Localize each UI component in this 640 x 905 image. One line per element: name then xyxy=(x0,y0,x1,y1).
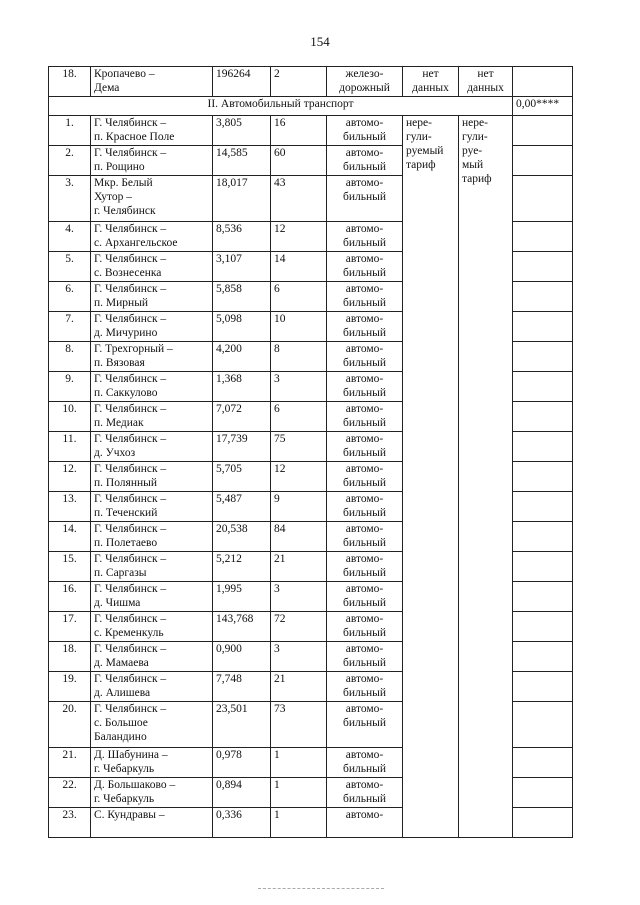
row-number: 5. xyxy=(49,252,91,282)
route-cell: Г. Челябинск – п. Полянный xyxy=(91,462,213,492)
length-cell: 23,501 xyxy=(213,702,271,748)
col8-cell xyxy=(513,522,573,552)
trips-cell: 2 xyxy=(271,67,327,97)
tariff-col6-cell: нере- гули- руемый тариф xyxy=(403,116,459,838)
trips-cell: 72 xyxy=(271,612,327,642)
row-number: 3. xyxy=(49,176,91,222)
route-cell: Г. Челябинск – д. Мичурино xyxy=(91,312,213,342)
route-cell: Кропачево – Дема xyxy=(91,67,213,97)
length-cell: 0,900 xyxy=(213,642,271,672)
bottom-divider xyxy=(258,888,384,889)
col8-cell xyxy=(513,252,573,282)
transport-cell: автомо- бильный xyxy=(327,582,403,612)
length-cell: 14,585 xyxy=(213,146,271,176)
trips-cell: 12 xyxy=(271,222,327,252)
route-cell: Г. Челябинск – п. Медиак xyxy=(91,402,213,432)
transport-cell: автомо- бильный xyxy=(327,252,403,282)
col8-cell xyxy=(513,282,573,312)
route-cell: Г. Челябинск – п. Теченский xyxy=(91,492,213,522)
transport-cell: автомо- бильный xyxy=(327,146,403,176)
col8-cell xyxy=(513,67,573,97)
row-number: 22. xyxy=(49,778,91,808)
col8-cell xyxy=(513,778,573,808)
col8-cell xyxy=(513,642,573,672)
row-number: 14. xyxy=(49,522,91,552)
row-number: 21. xyxy=(49,748,91,778)
row-number: 4. xyxy=(49,222,91,252)
transport-cell: автомо- бильный xyxy=(327,432,403,462)
route-cell: Г. Челябинск – п. Саргазы xyxy=(91,552,213,582)
col8-cell xyxy=(513,372,573,402)
route-cell: Г. Трехгорный – п. Вязовая xyxy=(91,342,213,372)
trips-cell: 43 xyxy=(271,176,327,222)
trips-cell: 1 xyxy=(271,808,327,838)
row-number: 9. xyxy=(49,372,91,402)
transport-cell: автомо- бильный xyxy=(327,672,403,702)
row-number: 16. xyxy=(49,582,91,612)
length-cell: 0,978 xyxy=(213,748,271,778)
col8-cell xyxy=(513,582,573,612)
col8-cell xyxy=(513,748,573,778)
col8-cell xyxy=(513,672,573,702)
row-number: 18. xyxy=(49,642,91,672)
row-number: 11. xyxy=(49,432,91,462)
length-cell: 3,107 xyxy=(213,252,271,282)
length-cell: 8,536 xyxy=(213,222,271,252)
trips-cell: 6 xyxy=(271,282,327,312)
length-cell: 7,748 xyxy=(213,672,271,702)
route-cell: Г. Челябинск – п. Саккулово xyxy=(91,372,213,402)
length-cell: 5,858 xyxy=(213,282,271,312)
trips-cell: 21 xyxy=(271,552,327,582)
col8-cell xyxy=(513,222,573,252)
length-cell: 1,995 xyxy=(213,582,271,612)
transport-cell: автомо- xyxy=(327,808,403,838)
length-cell: 196264 xyxy=(213,67,271,97)
row-number: 20. xyxy=(49,702,91,748)
trips-cell: 75 xyxy=(271,432,327,462)
transport-cell: автомо- бильный xyxy=(327,522,403,552)
route-cell: Г. Челябинск – д. Мамаева xyxy=(91,642,213,672)
trips-cell: 21 xyxy=(271,672,327,702)
trips-cell: 73 xyxy=(271,702,327,748)
row-number: 18. xyxy=(49,67,91,97)
row-number: 12. xyxy=(49,462,91,492)
transport-cell: автомо- бильный xyxy=(327,612,403,642)
trips-cell: 10 xyxy=(271,312,327,342)
route-cell: Г. Челябинск – д. Чишма xyxy=(91,582,213,612)
trips-cell: 84 xyxy=(271,522,327,552)
length-cell: 18,017 xyxy=(213,176,271,222)
route-cell: Г. Челябинск – с. Кременкуль xyxy=(91,612,213,642)
col8-cell xyxy=(513,492,573,522)
col6-cell: нет данных xyxy=(403,67,459,97)
col8-cell xyxy=(513,432,573,462)
row-number: 1. xyxy=(49,116,91,146)
trips-cell: 1 xyxy=(271,778,327,808)
trips-cell: 60 xyxy=(271,146,327,176)
transport-cell: автомо- бильный xyxy=(327,702,403,748)
transport-cell: автомо- бильный xyxy=(327,492,403,522)
routes-table xyxy=(48,66,573,838)
row-number: 19. xyxy=(49,672,91,702)
col8-cell xyxy=(513,146,573,176)
row-number: 23. xyxy=(49,808,91,838)
page-number: 154 xyxy=(310,34,330,49)
length-cell: 5,098 xyxy=(213,312,271,342)
transport-cell: автомо- бильный xyxy=(327,642,403,672)
row-number: 8. xyxy=(49,342,91,372)
transport-cell: автомо- бильный xyxy=(327,462,403,492)
trips-cell: 14 xyxy=(271,252,327,282)
length-cell: 1,368 xyxy=(213,372,271,402)
route-cell: Г. Челябинск – с. Большое Баландино xyxy=(91,702,213,748)
route-cell: Г. Челябинск – п. Красное Поле xyxy=(91,116,213,146)
col8-cell xyxy=(513,176,573,222)
row-number: 17. xyxy=(49,612,91,642)
route-cell: Г. Челябинск – п. Рощино xyxy=(91,146,213,176)
route-cell: Д. Большаково – г. Чебаркуль xyxy=(91,778,213,808)
route-cell: Д. Шабунина – г. Чебаркуль xyxy=(91,748,213,778)
length-cell: 7,072 xyxy=(213,402,271,432)
route-cell: Г. Челябинск – д. Алишева xyxy=(91,672,213,702)
trips-cell: 3 xyxy=(271,372,327,402)
col8-cell xyxy=(513,702,573,748)
route-cell: Г. Челябинск – д. Учхоз xyxy=(91,432,213,462)
route-cell: С. Кундравы – xyxy=(91,808,213,838)
row-number: 10. xyxy=(49,402,91,432)
transport-cell: автомо- бильный xyxy=(327,402,403,432)
transport-cell: автомо- бильный xyxy=(327,282,403,312)
length-cell: 143,768 xyxy=(213,612,271,642)
route-cell: Г. Челябинск – п. Мирный xyxy=(91,282,213,312)
section-row xyxy=(49,97,573,116)
route-cell: Г. Челябинск – п. Полетаево xyxy=(91,522,213,552)
row-number: 13. xyxy=(49,492,91,522)
transport-cell: автомо- бильный xyxy=(327,778,403,808)
transport-cell: автомо- бильный xyxy=(327,176,403,222)
trips-cell: 1 xyxy=(271,748,327,778)
col8-cell xyxy=(513,462,573,492)
length-cell: 17,739 xyxy=(213,432,271,462)
section-title: II. Автомобильный транспорт xyxy=(49,97,513,116)
transport-cell: автомо- бильный xyxy=(327,312,403,342)
col7-cell: нет данных xyxy=(459,67,513,97)
trips-cell: 12 xyxy=(271,462,327,492)
col8-cell xyxy=(513,116,573,146)
transport-cell: автомо- бильный xyxy=(327,116,403,146)
trips-cell: 16 xyxy=(271,116,327,146)
row-number: 2. xyxy=(49,146,91,176)
tariff-col7-cell: нере- гули- руе- мый тариф xyxy=(459,116,513,838)
trips-cell: 3 xyxy=(271,642,327,672)
table-row-top xyxy=(49,67,573,97)
trips-cell: 6 xyxy=(271,402,327,432)
trips-cell: 3 xyxy=(271,582,327,612)
length-cell: 5,487 xyxy=(213,492,271,522)
transport-cell: автомо- бильный xyxy=(327,222,403,252)
length-cell: 5,212 xyxy=(213,552,271,582)
trips-cell: 9 xyxy=(271,492,327,522)
trips-cell: 8 xyxy=(271,342,327,372)
row-number: 15. xyxy=(49,552,91,582)
row-number: 7. xyxy=(49,312,91,342)
col8-cell xyxy=(513,312,573,342)
length-cell: 4,200 xyxy=(213,342,271,372)
route-cell: Г. Челябинск – с. Архангельское xyxy=(91,222,213,252)
route-cell: Мкр. Белый Хутор – г. Челябинск xyxy=(91,176,213,222)
length-cell: 3,805 xyxy=(213,116,271,146)
transport-cell: автомо- бильный xyxy=(327,748,403,778)
transport-cell: железо- дорожный xyxy=(327,67,403,97)
col8-cell xyxy=(513,342,573,372)
length-cell: 20,538 xyxy=(213,522,271,552)
length-cell: 5,705 xyxy=(213,462,271,492)
col8-cell xyxy=(513,402,573,432)
col8-cell xyxy=(513,808,573,838)
transport-cell: автомо- бильный xyxy=(327,552,403,582)
row-number: 6. xyxy=(49,282,91,312)
col8-cell xyxy=(513,552,573,582)
col8-cell xyxy=(513,612,573,642)
transport-cell: автомо- бильный xyxy=(327,372,403,402)
transport-cell: автомо- бильный xyxy=(327,342,403,372)
section-value: 0,00**** xyxy=(513,97,573,116)
table-row xyxy=(49,116,573,146)
route-cell: Г. Челябинск – с. Вознесенка xyxy=(91,252,213,282)
length-cell: 0,894 xyxy=(213,778,271,808)
length-cell: 0,336 xyxy=(213,808,271,838)
